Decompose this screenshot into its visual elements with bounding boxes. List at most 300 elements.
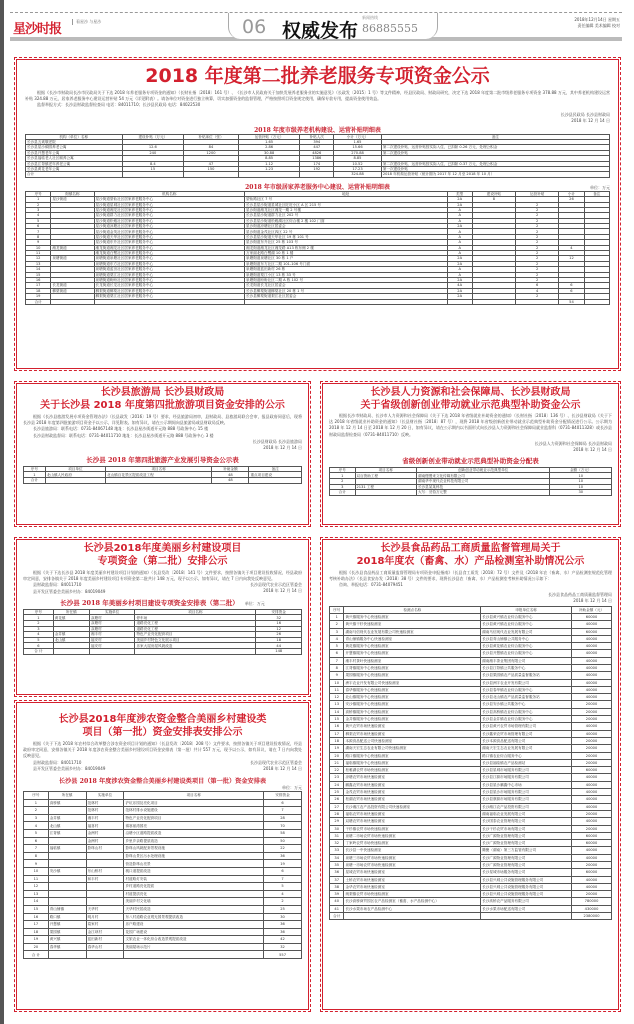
table-cell: 2: [516, 213, 559, 218]
table-cell: 葛家村: [86, 921, 124, 929]
table-cell: 长沙广源物业管理有限公司: [481, 862, 572, 869]
table-cell: 1386: [300, 156, 334, 161]
table-cell: 星沙街道湘龙社区居家养老服务中心: [94, 207, 244, 212]
article-title: [23, 713, 302, 739]
table-cell: 12: [330, 694, 344, 701]
table-cell: 长沙县金井镇农业综合服务中心: [481, 716, 572, 723]
contact-line: 县财政监督局：84011710: [33, 582, 82, 588]
table-cell: 40000: [572, 847, 612, 854]
table-cell: 和丰村: [86, 875, 124, 883]
table-cell: 长龙街道长龙社区居委会: [245, 283, 447, 288]
table-cell: 1.12: [238, 161, 300, 166]
table-cell: 2: [516, 277, 559, 282]
table-cell: 桃口道提质改造: [124, 867, 264, 875]
column-header: 备注: [381, 134, 609, 139]
table-row: [330, 825, 612, 832]
table-cell: 1.23: [238, 166, 300, 171]
table-cell: 合 计: [24, 648, 54, 654]
table-cell: 金江坝村: [86, 928, 124, 936]
column-header: 项目名称: [105, 466, 211, 472]
table-cell: [344, 913, 481, 920]
table-row: [24, 875, 302, 883]
table-cell: 泉塘街道蓝田社区居家养老服务中心: [94, 267, 244, 272]
table-row: [24, 852, 302, 860]
table-cell: 黄兴镇干杉快速检测室: [344, 621, 481, 628]
home-care-subsidy-table: [25, 191, 610, 305]
table-cell: [124, 951, 264, 959]
table-cell: 192: [300, 166, 334, 171]
table-cell: [86, 898, 124, 906]
table-row: [24, 921, 302, 929]
table-cell: 双塘村: [89, 626, 135, 632]
table-cell: 沪坑乐园及亮化项目: [124, 799, 264, 807]
table-cell: 洲宇农业开发有限公司快速检测室: [344, 679, 481, 686]
table-row: [330, 862, 612, 869]
table-cell: 14: [24, 898, 49, 906]
table-cell: 12: [559, 256, 584, 261]
table-cell: [94, 299, 244, 304]
table-cell: [86, 890, 124, 898]
table-cell: 12: [26, 256, 51, 261]
table-cell: 2380000: [572, 913, 612, 920]
table-cell: 150: [184, 166, 239, 171]
contact-line: 县开发区管委会美丽乡村办：84019049: [33, 588, 106, 594]
table-cell: 第二次建设补贴、运营补贴按实际入住，已扣除 0.26 万元，处理公积金: [381, 145, 609, 150]
table-cell: 10: [550, 473, 612, 479]
table-cell: 双塘农贸市场快速检测室: [344, 818, 481, 825]
table-row: [330, 774, 612, 781]
table-cell: 星沙街道金茂社区四区 22 号: [245, 229, 447, 234]
table-cell: 金洲村: [86, 837, 124, 845]
table-cell: 长沙高桥商贸园区农产品检测室（畜禽、水产品检测中心）: [344, 898, 481, 905]
table-cell: 2A: [447, 256, 472, 261]
table-cell: 25: [264, 905, 302, 913]
table-cell: 金井镇: [53, 632, 89, 638]
table-cell: 长沙县黄兴镇农业综合服务中心: [481, 613, 572, 620]
table-cell: 福临农贸市场快速检测室: [344, 810, 481, 817]
table-row: [330, 883, 612, 890]
article-body: 根据《关于下达长沙县 2018 年度美丽乡村建设项目计划的通知》（长县发改〔2018〕141 号）文件要求，按照各镇关于项目建设验收情况，经县政府审定同意，安排各镇关于 2018 年度美丽乡村建设项目专项资金第二批共计 148 万元，现予以公示，如有异议，请在 7 日内向我处反映意见。: [23, 570, 302, 582]
table-cell: 20000: [572, 759, 612, 766]
table-cell: 长沙县五欢敬老院: [26, 140, 123, 145]
table-cell: 合 计: [24, 951, 49, 959]
table-cell: 18: [330, 737, 344, 744]
page-left-edge: [0, 0, 4, 1024]
table-row: [330, 767, 612, 774]
table-cell: 15: [26, 272, 51, 277]
column-header: 建设补贴（万元）: [122, 134, 184, 139]
table-cell: 40000: [572, 664, 612, 671]
table-cell: [238, 172, 300, 177]
table-cell: [472, 299, 515, 304]
table-cell: 15: [330, 716, 344, 723]
table-row: [330, 898, 612, 905]
table-cell: 2: [516, 256, 559, 261]
table-cell: 19: [330, 745, 344, 752]
table-cell: 黄兴镇: [48, 936, 86, 944]
contact-signature-row: [23, 760, 302, 772]
table-cell: 长沙县兴城公共设施管理服务有限公司: [481, 891, 572, 898]
table-cell: 江背镇: [48, 829, 86, 837]
table-cell: 长沙县星沙颐园养老公寓: [26, 145, 123, 150]
table-cell: 11: [26, 251, 51, 256]
table-cell: 19: [26, 294, 51, 299]
table-row: [24, 829, 302, 837]
table-cell: 腾聚（湖南）第三方监管有限公司: [481, 847, 572, 854]
title-line-1: 长沙县旅游局 长沙县财政局: [100, 387, 225, 398]
table-cell: 34: [330, 854, 344, 861]
signature-org: 长沙县食品药品工商质量监督管理局: [548, 591, 612, 597]
table-row: [24, 799, 302, 807]
table-cell: 长沙县洲宇农业开发有限公司: [481, 679, 572, 686]
table-cell: 望仙路社区 7 号: [245, 197, 447, 202]
table-cell: 60000: [572, 832, 612, 839]
table-cell: 湖南天宏生态农业有限公司快速检测室: [344, 745, 481, 752]
table-cell: 泉塘三市场农贸市场快速检测室: [344, 854, 481, 861]
table-cell: 40000: [572, 723, 612, 730]
table-title: 2018 年市级居家养老服务中心建设、运营补贴明细表: [245, 183, 390, 191]
table-cell: 长沙鑫荣农贸市场管理有限公司: [481, 730, 572, 737]
table-cell: 美丽乡村特色文化展示项目: [135, 637, 256, 643]
title-line-2: 2018年度农（畜禽、水）产品检测室补助情况公示: [356, 556, 585, 567]
table-cell: 长沙县某某科技: [417, 484, 550, 490]
table-cell: 长沙县福临老人社区颐养公寓: [26, 156, 123, 161]
table-cell: 13: [330, 701, 344, 708]
table-cell: 合计: [330, 913, 344, 920]
table-cell: 榔梨农贸市场快速检测室: [344, 730, 481, 737]
table-cell: 18: [256, 637, 302, 643]
article-body: 根据长沙市财政局、长沙市人力资源和社会保障局《关于下达 2018 年省级就业补助资金的通知》（长财社指〔2018〕136 号）、长沙县财政局《关于下达 2018 年省级就业补助资金的通知》（长县财社指〔2018〕87 号），现将 2018 年省级创新创业带动就业示范典型补助资金分配情况进行公示。公示期为 2018 年 12 月 14 日至 2018 年 12 月 20 日，如有异议，请在公示期内以书面形式向长沙县人力资源和社会保障局就业监督科（0731-84011328）或长沙县财政局监督检查局（0731-84011710）反映。: [329, 413, 612, 437]
table-cell: 2018 年机构运营补贴（统计期为 2017 年 12 月至 2018 年 10 月）: [381, 172, 609, 177]
table-cell: 14: [26, 267, 51, 272]
table-cell: 重点项目建设: [249, 472, 302, 478]
table-cell: 4: [264, 890, 302, 898]
table-cell: 27: [330, 803, 344, 810]
table-cell: [48, 890, 86, 898]
table-cell: 4: [559, 245, 584, 250]
table-cell: 1: [24, 799, 49, 807]
table-row: [330, 759, 612, 766]
table-cell: 20000: [572, 701, 612, 708]
table-row: [330, 789, 612, 796]
table-cell: 泉塘街道东方社区二期 101-106 号门面: [245, 261, 447, 266]
table-cell: 2: [24, 621, 54, 627]
table-cell: 鹏鑫农贸市场快速检测室: [344, 781, 481, 788]
table-cell: 40000: [572, 650, 612, 657]
table-cell: 东山桥村: [86, 867, 124, 875]
table-cell: 长沙县一中快速检测室: [344, 847, 481, 854]
table-cell: 20000: [572, 716, 612, 723]
table-cell: [584, 299, 609, 304]
table-cell: 6: [559, 288, 584, 293]
table-cell: [48, 898, 86, 906]
table-cell: 松雅湖农贸市场快速检测室: [344, 767, 481, 774]
table-row: [330, 745, 612, 752]
table-row: [330, 657, 612, 664]
table-cell: 430000: [572, 905, 612, 912]
table-cell: 湖南马信现代农业发展有限公司: [481, 628, 572, 635]
table-cell: 北山镇人民政府: [45, 472, 105, 478]
table-cell: 8.85: [334, 156, 382, 161]
table-cell: 17.23: [334, 166, 382, 171]
table-row: [24, 822, 302, 830]
table-cell: 乐家大屋房屋风貌改造: [135, 643, 256, 649]
table-cell: 湖南慢慢来文化传媒有限公司: [417, 473, 550, 479]
signature-date: 2018 年 12 月 14 日: [571, 117, 610, 123]
table-unit: 单位：万元: [590, 184, 610, 190]
table-row: [330, 679, 612, 686]
table-cell: 泉塘街道蓝田新村 26 栋: [245, 267, 447, 272]
table-cell: 3: [24, 814, 49, 822]
table-cell: 12: [256, 626, 302, 632]
table-cell: 村道提质亮化: [124, 890, 264, 898]
article-elderly-care: [14, 57, 621, 371]
table-cell: 26: [256, 632, 302, 638]
table-cell: 特色产业亮化配套项目: [124, 814, 264, 822]
table-cell: 26: [330, 796, 344, 803]
table-cell: 2: [330, 479, 356, 485]
table-cell: 星沙街道松雅社区居家养老服务中心: [94, 218, 244, 223]
table-title-row: [23, 598, 302, 607]
table-cell: 合计: [26, 172, 123, 177]
table-cell: 8: [26, 234, 51, 239]
table-cell: 榔梨街道梨江社区居家养老服务中心: [94, 294, 244, 299]
table-cell: A: [447, 229, 472, 234]
table-cell: 泉塘街道泉塘社区居家养老服务中心: [94, 256, 244, 261]
table-row: [24, 928, 302, 936]
signature-date: 2018 年 12 月 14 日: [263, 765, 302, 771]
article-title: [329, 386, 612, 412]
column-header: 序号: [24, 792, 49, 800]
table-cell: [135, 648, 256, 654]
table-row: [24, 905, 302, 913]
table-cell: 长沙县开慧镇农业综合服务中心: [481, 650, 572, 657]
table-cell: 1200: [184, 150, 239, 155]
table-cell: [48, 837, 86, 845]
table-cell: 324.88: [334, 172, 382, 177]
table-cell: [122, 172, 184, 177]
table-cell: 7: [264, 807, 302, 815]
table-cell: [105, 478, 211, 484]
table-cell: 北山镇: [53, 637, 89, 643]
table-cell: 营造影珠山亮景: [124, 860, 264, 868]
table-cell: 2131 工程: [355, 484, 417, 490]
table-cell: 福安村: [89, 643, 135, 649]
table-cell: 8: [24, 852, 49, 860]
table-cell: 10: [550, 484, 612, 490]
table-cell: [48, 875, 86, 883]
table-cell: 36: [264, 921, 302, 929]
table-cell: 果园镇: [48, 928, 86, 936]
table-cell: 北山镇: [48, 822, 86, 830]
table-cell: 长沙湘江农产品投资有限公司: [481, 803, 572, 810]
table-row: [24, 943, 302, 951]
table-cell: 村道路灯安装: [124, 875, 264, 883]
article-food-testing: [320, 537, 621, 1012]
table-cell: 40: [330, 898, 344, 905]
column-header: 所在镇: [48, 792, 86, 800]
article-tourism: [14, 381, 311, 527]
table-cell: 16: [256, 621, 302, 627]
table-cell: [184, 172, 239, 177]
table-cell: 84: [184, 145, 239, 150]
table-cell: 22: [264, 845, 302, 853]
table-cell: 8.4: [122, 161, 184, 166]
table-cell: 长沙本源食品配送有限公司: [481, 737, 572, 744]
table-cell: 榔梨街道: [51, 288, 94, 293]
table-cell: 范林村排水设施建设: [124, 807, 264, 815]
table-row: [24, 936, 302, 944]
table-cell: 停车场: [135, 615, 256, 621]
table-cell: 星沙街道东升社区 25 栋 103 号: [245, 240, 447, 245]
table-cell: 长沙县兴城公共设施管理服务有限公司: [481, 883, 572, 890]
table-cell: 32: [256, 615, 302, 621]
table-cell: 双百资助工程: [355, 473, 417, 479]
issue-date: 2018年12月14日 星期五: [574, 17, 620, 22]
table-row: [330, 723, 612, 730]
table-cell: 20000: [572, 825, 612, 832]
table-row: [330, 876, 612, 883]
table-cell: A: [447, 272, 472, 277]
column-header: 项目名称: [124, 792, 264, 800]
table-row: [330, 810, 612, 817]
table-cell: 40000: [572, 635, 612, 642]
article-rural-construction: [14, 537, 311, 697]
table-cell: [48, 883, 86, 891]
table-cell: 48: [212, 478, 249, 484]
table-title: 省级创新创业带动就业示范典型补助资金分配表: [402, 456, 539, 465]
table-cell: 金洲村: [86, 829, 124, 837]
table-cell: [516, 299, 559, 304]
table-cell: 40000: [572, 694, 612, 701]
table-cell: 合计: [24, 478, 46, 484]
table-cell: 东八村道路农业观光园景观提质改造: [124, 913, 264, 921]
table-cell: 7: [330, 657, 344, 664]
table-cell: 长沙县黄兴镇农业综合服务中心: [481, 621, 572, 628]
table-cell: 12: [24, 883, 49, 891]
table-cell: 长沙县星沙市场服务有限公司: [481, 789, 572, 796]
table-cell: [481, 913, 572, 920]
table-cell: 长沙县春华镇农业综合服务中心: [481, 686, 572, 693]
table-cell: 5: [264, 883, 302, 891]
table-cell: 长沙县星城市场服务有限公司: [481, 767, 572, 774]
table-cell: 4: [516, 288, 559, 293]
table-row: [330, 840, 612, 847]
column-header: 序号: [26, 191, 51, 196]
table-cell: 湘丰村: [86, 814, 124, 822]
contact-line: 长沙县旅游局：联系电话：0731-84067148 地址：长沙县星沙街道开元路 888 号政务中心 15 楼: [33, 426, 209, 432]
table-cell: [48, 852, 86, 860]
article-body: 根据《关于下达 2018 年农村综合改革整合涉农资金项目计划的通知》（长县发改〔2018〕208 号）文件要求，按照各镇关于项目建设验收情况，经县政府审定同意，安排各镇关于 2018 年度涉农资金整合美丽乡村建设项目资金安排表（第一批）共计 557 万元，现予以公示，如有异议，请在 7 日内向我处反映意见。: [23, 741, 302, 759]
table-cell: 4: [24, 632, 54, 638]
table-cell: 20000: [572, 891, 612, 898]
column-header: 序号: [330, 606, 344, 613]
table-cell: 60000: [572, 869, 612, 876]
table-row: [330, 752, 612, 759]
table-cell: 6: [330, 650, 344, 657]
article-title: [329, 542, 612, 568]
table-cell: 4: [330, 635, 344, 642]
table-cell: 长沙湘江农产品投资有限公司快速检测室: [344, 803, 481, 810]
contact-signature-row: [23, 582, 302, 594]
table-row: [330, 708, 612, 715]
signature-org: 长沙县民政局 长沙县财政局: [560, 111, 610, 117]
table-cell: 长沙县江背镇公共服务中心: [481, 664, 572, 671]
title-line-2: 专项资金（第二批）安排公示: [97, 556, 228, 567]
table-cell: 4826: [300, 150, 334, 155]
table-cell: 开慧镇服务中心快速检测室: [344, 650, 481, 657]
table-cell: 美丽屋场示范片: [124, 943, 264, 951]
hotline-number: 86885555: [362, 22, 418, 35]
table-cell: 6: [26, 224, 51, 229]
table-cell: 湘丰村茶叶快速检测室: [344, 657, 481, 664]
table-cell: 长沙县黄兴农贸市场管理有限公司: [481, 723, 572, 730]
table-cell: 青山铺镇: [48, 905, 86, 913]
table-cell: 长沙县星沙街道天华社区 19 栋 101 号: [245, 234, 447, 239]
table-cell: 2A: [447, 224, 472, 229]
table-cell: 41: [330, 905, 344, 912]
table-cell: 10: [550, 479, 612, 485]
table-cell: 47: [184, 161, 239, 166]
table-cell: 1: [24, 615, 54, 621]
table-cell: 影珠山风貌配套景观设施: [124, 845, 264, 853]
column-header: 安排资金: [264, 792, 302, 800]
table-cell: 32: [330, 840, 344, 847]
table-cell: 长沙县安沙镇公共服务中心: [481, 701, 572, 708]
table-cell: 影珠山村: [86, 845, 124, 853]
table-cell: 星沙街道望仙社区居家养老服务中心: [94, 197, 244, 202]
article-employment: [320, 381, 621, 527]
column-header: 备注: [249, 466, 302, 472]
column-header: 安排资金: [256, 609, 302, 615]
table-cell: 30: [550, 490, 612, 496]
table-cell: 30.88: [238, 150, 300, 155]
table-cell: 泉塘街道东方社区居家养老服务中心: [94, 261, 244, 266]
table-cell: 北山镇服务中心快速检测室: [344, 694, 481, 701]
table-cell: 40000: [572, 643, 612, 650]
table-cell: 148: [256, 648, 302, 654]
column-header: 小计（万元）: [334, 134, 382, 139]
table-cell: 长沙县果园镇农产品质量监督服务站: [481, 672, 572, 679]
title-line-2: 项目（第一批）资金安排表安排公示: [82, 727, 243, 738]
table-cell: 20000: [572, 862, 612, 869]
table-cell: [86, 883, 124, 891]
table-cell: 1.65: [238, 140, 300, 145]
table-cell: 40000: [572, 876, 612, 883]
table-cell: 丁家岭农贸市场快速检测室: [344, 840, 481, 847]
table-cell: 星沙街道湘龙社区湘龙一期 2 号楼: [245, 207, 447, 212]
table-row: [330, 803, 612, 810]
table-cell: 32: [264, 943, 302, 951]
table-row: [24, 883, 302, 891]
article-title: [23, 386, 302, 412]
table-cell: 39: [330, 891, 344, 898]
table-cell: 2: [516, 218, 559, 223]
signature-org: 长沙县现代农业示范区管委会: [250, 759, 302, 765]
table-title: 长沙县 2018 年度涉农资金整合美丽乡村建设类项目（第一批）资金安排表: [58, 778, 267, 786]
table-cell: 8.85: [238, 156, 300, 161]
table-cell: [51, 299, 94, 304]
table-cell: 朗梨镇农贸市场快速检测室: [344, 891, 481, 898]
table-row: [330, 818, 612, 825]
table-cell: [249, 478, 302, 484]
signature-date: 2018 年 12 月 14 日: [573, 597, 612, 603]
table-cell: 长沙县青山铺镇公共服务中心: [481, 635, 572, 642]
column-header: 建设补贴: [472, 191, 515, 196]
table-cell: 2: [516, 261, 559, 266]
table-cell: 40000: [572, 657, 612, 664]
table-cell: 长沙县开慧老年公寓: [26, 150, 123, 155]
